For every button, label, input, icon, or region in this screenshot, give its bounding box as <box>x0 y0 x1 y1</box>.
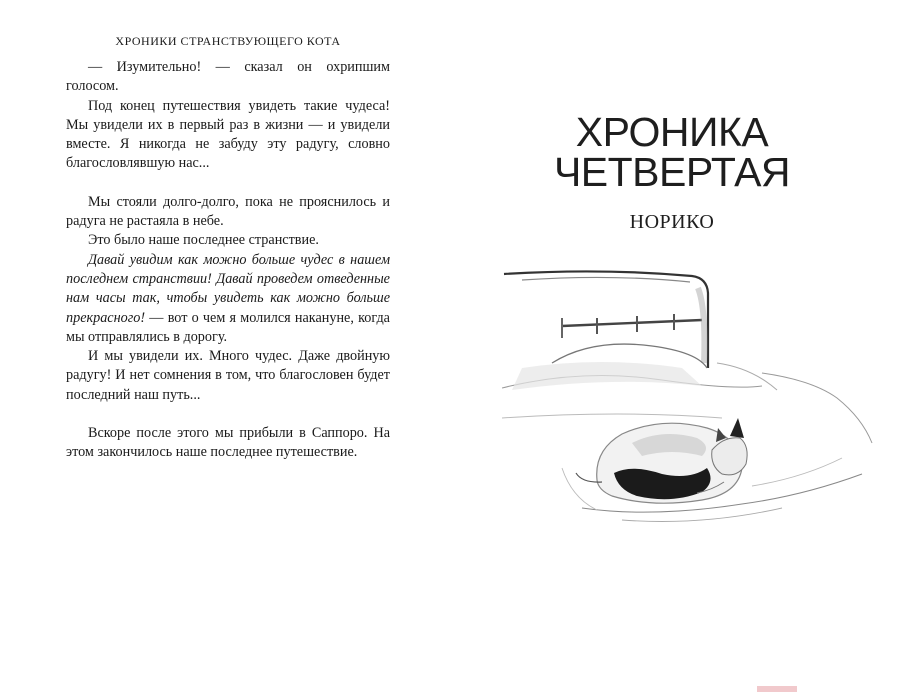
prayer-paragraph <box>66 251 390 347</box>
headboard-top-rail <box>504 271 708 368</box>
italic-prayer: Давай увидим как можно больше чудес в нашем последнем странствии! Давай проведем отведенные нам часы так, чтобы увидеть как можно больше прекрасного! <box>66 251 390 326</box>
cat-ear <box>730 418 744 438</box>
paragraph: Под конец путешествия увидеть такие чудеса! Мы увидели их в первый раз в жизни — и увидели вместе. Я никогда не забуду эту радугу, словно благословлявшую нас... <box>66 97 390 172</box>
blanket-stroke-2 <box>622 508 782 522</box>
page-edge-mark <box>757 686 797 692</box>
headboard-shadow <box>698 288 704 363</box>
chapter-title <box>512 109 832 195</box>
headboard-bar <box>562 320 702 326</box>
headboard-inner-rail <box>522 277 690 282</box>
paragraph: Это было наше последнее странствие. <box>88 232 319 249</box>
blanket-stroke-4 <box>562 468 597 510</box>
body-text <box>66 58 390 463</box>
blanket-right <box>762 373 872 443</box>
paragraph: И мы увидели их. Много чудес. Даже двойную радугу! И нет сомнения в том, что благословен будет последний наш путь... <box>66 348 390 403</box>
sleeping-cat-illustration <box>502 268 902 528</box>
prayer-tail: вот о чем я молился накануне, когда мы отправлялись в дорогу. <box>66 309 390 345</box>
paragraph: — Изумительно! — сказал он охрипшим голосом. <box>66 59 390 95</box>
blanket-fold <box>717 363 777 390</box>
blanket-stroke-3 <box>752 458 842 486</box>
chapter-subtitle: НОРИКО <box>629 211 715 233</box>
dash: — <box>145 309 168 326</box>
blanket-shade <box>512 362 702 390</box>
chapter-title-line1: ХРОНИКА <box>575 109 769 155</box>
paragraph: Вскоре после этого мы прибыли в Саппоро. На этом закончилось наше последнее путешествие. <box>66 425 390 461</box>
chapter-title-line2: ЧЕТВЕРТАЯ <box>553 149 791 195</box>
right-page <box>452 0 903 692</box>
paragraph: Мы стояли долго-долго, пока не прояснилось и радуга не растаяла в небе. <box>66 193 390 230</box>
running-head: ХРОНИКИ СТРАНСТВУЮЩЕГО КОТА <box>115 34 341 48</box>
bed-edge <box>502 414 722 418</box>
